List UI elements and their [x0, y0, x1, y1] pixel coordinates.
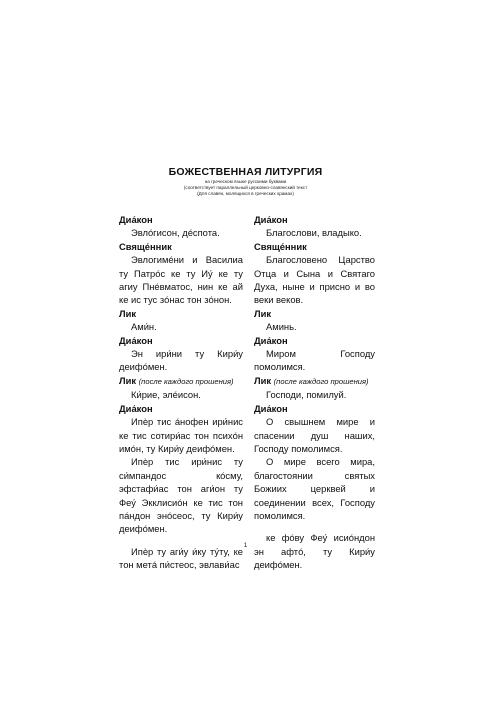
liturgy-text: Эвлогимéни и Василиа ту Патрóс ке ту Иу́ ке ту агиу Пнéвматос, нин ке ай ке ис тус зóнас тон зóнон.: [119, 254, 243, 306]
role-label: Диа́кон: [254, 214, 288, 225]
liturgy-text: Ами́н.: [131, 321, 157, 333]
liturgy-text: Миром Господу помолимся.: [254, 348, 375, 373]
role-label: Диа́кон: [119, 214, 153, 225]
continuation-text: Ипèр ту аги́у и́ку ту́ту, ке тон метá пи́стеос, эвлави́ас: [119, 545, 243, 571]
page-header: [0, 166, 491, 197]
liturgy-text: О свышнем мире и спасении душ наших, Господу помолимся.: [254, 416, 375, 454]
liturgy-text: Ипèр тис áнофен ири́нис ке тис сотири́ас тон психóн имóн, ту Кири́у деифóмен.: [119, 416, 243, 454]
page-title: БОЖЕСТВЕННАЯ ЛИТУРГИЯ: [168, 166, 323, 178]
role-label: Диа́кон: [119, 334, 153, 346]
role-label: Свяще́нник: [119, 240, 172, 252]
role-label: Лик: [119, 307, 137, 319]
role-name: Лик: [119, 374, 137, 386]
liturgy-text: Господи, помилуй.: [266, 389, 347, 401]
liturgy-text: Эвлóгисон, дéспота.: [131, 227, 220, 239]
liturgy-text: Эн ири́ни ту Кири́у деифóмен.: [119, 348, 243, 373]
role-label: Диа́кон: [254, 402, 288, 414]
role-note: (после каждого прошения): [273, 376, 369, 386]
subtitle-line: (соответствует параллельный церковно-славянский текст: [183, 185, 308, 190]
liturgy-text: Ки́рие, элéисон.: [131, 389, 201, 401]
role-label: [254, 374, 375, 388]
left-column-greek: [119, 213, 243, 572]
role-label: Свяще́нник: [254, 240, 307, 252]
liturgy-text: Ипèр тис ири́нис ту си́мпандос кóсму, эфстафи́ас тон аги́он ту Феу́ Экклисиóн ке тис тон пáндон энóсеос, ту Кири́у деифóмен.: [119, 456, 243, 535]
liturgy-text: Аминь.: [266, 321, 297, 333]
role-name: Лик: [254, 374, 272, 386]
liturgy-text: Благословено Царство Отца и Сына и Святаго Духа, ныне и присно и во веки веков.: [254, 254, 375, 306]
right-column-slavonic: [254, 213, 375, 572]
role-label: Диа́кон: [254, 334, 288, 346]
role-label: Лик: [254, 307, 272, 319]
role-label: [119, 374, 243, 388]
page-number: 1: [243, 543, 248, 549]
continuation-text: ке фóву Феу́ исиóндон эн aфтó, ту Кири́у деифóмен.: [254, 532, 375, 571]
liturgy-text: О мире всего мира, благостоянии святых Божиих церквей и соединении всех, Господу помолимся.: [254, 456, 375, 521]
role-label: Диа́кон: [119, 402, 153, 414]
subtitle-line: на греческом языке русскими буквами: [204, 179, 287, 184]
liturgy-text: Благослови, владыко.: [266, 227, 362, 239]
role-note: (после каждого прошения): [138, 376, 234, 386]
subtitle-line: (Для славян, молящихся в греческих храмах): [197, 191, 294, 196]
